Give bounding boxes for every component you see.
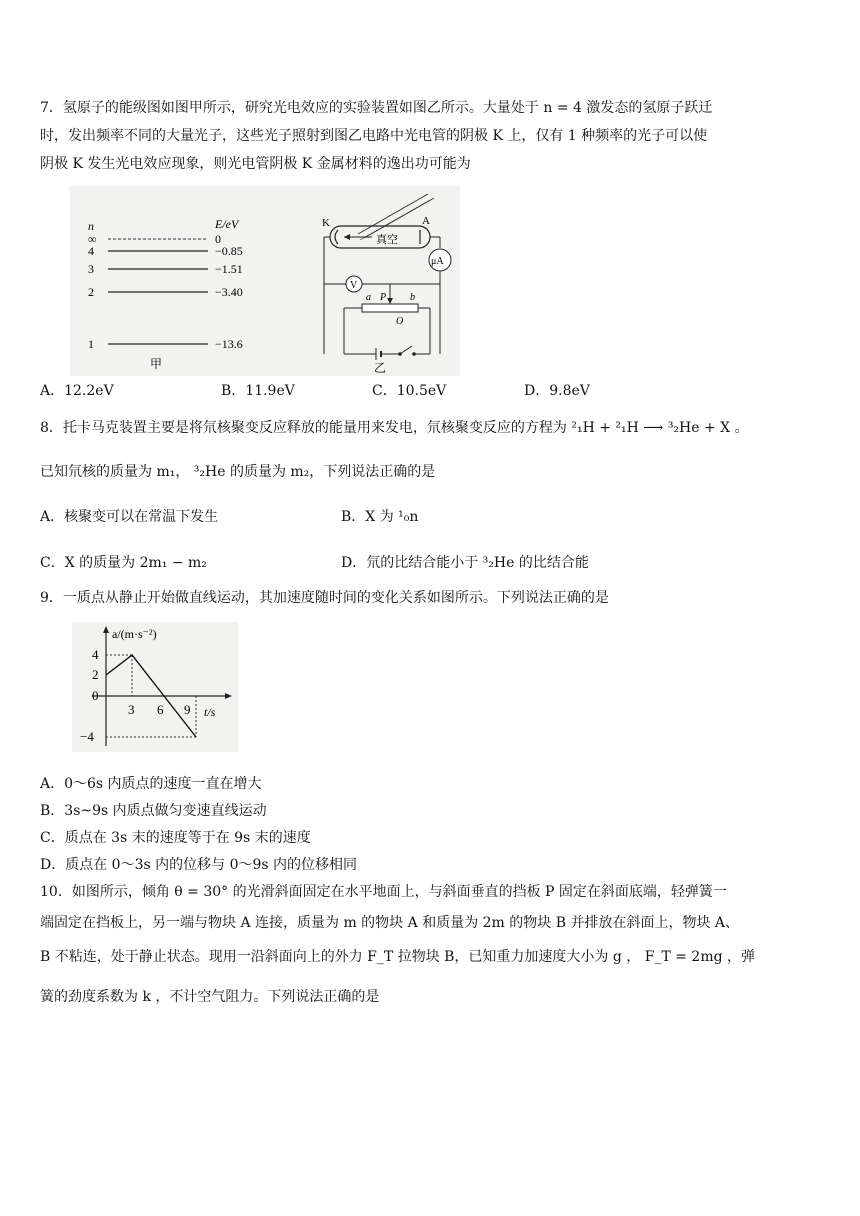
q7-option-a[interactable]: A．12.2eV: [40, 383, 114, 399]
level-e-3: −1.51: [215, 262, 243, 276]
figure-jia-caption: 甲: [150, 357, 163, 371]
photoelectric-circuit-diagram: [300, 186, 460, 376]
q9-option-b[interactable]: B．3s~9s 内质点做匀变速直线运动: [40, 803, 267, 819]
q7-text-line-1: 7．氢原子的能级图如图甲所示，研究光电效应的实验装置如图乙所示。大量处于 n = 4 激发态的氢原子跃迁: [40, 100, 713, 116]
q10-text-line-3: B 不粘连，处于静止状态。现用一沿斜面向上的外力 F_T 拉物块 B，已知重力加速度大小为 g ， F_T = 2mg ，弹: [40, 949, 756, 965]
axis-e-label: E/eV: [215, 217, 239, 231]
q7-text-line-3: 阴极 K 发生光电效应现象，则光电管阴极 K 金属材料的逸出功可能为: [40, 156, 471, 172]
label-vacuum: 真空: [376, 234, 398, 246]
label-lower-a: a: [366, 292, 371, 303]
label-k: K: [322, 217, 330, 229]
level-e-1: −13.6: [215, 337, 243, 351]
label-p: P: [380, 292, 387, 303]
label-a: A: [422, 215, 430, 227]
ytick-neg4: −4: [80, 729, 94, 744]
ytick-0: 0: [92, 688, 99, 703]
xtick-9: 9: [184, 702, 191, 717]
q10-text-line-2: 端固定在挡板上，另一端与物块 A 连接，质量为 m 的物块 A 和质量为 2m 的物块 B 并排放在斜面上，物块 A、: [40, 915, 740, 931]
q8-text-line-2: 已知氘核的质量为 m₁， ³₂He 的质量为 m₂，下列说法正确的是: [40, 464, 436, 480]
ytick-2: 2: [92, 667, 99, 682]
figure-yi-caption: 乙: [374, 361, 387, 375]
label-o: O: [396, 316, 404, 327]
level-e-4: −0.85: [215, 244, 243, 258]
q7-option-d[interactable]: D．9.8eV: [524, 383, 590, 399]
xtick-3: 3: [128, 702, 135, 717]
level-e-2: −3.40: [215, 285, 243, 299]
q7-text-line-2: 时，发出频率不同的大量光子，这些光子照射到图乙电路中光电管的阴极 K 上，仅有 1 种频率的光子可以使: [40, 128, 708, 144]
acceleration-time-graph: [72, 622, 238, 752]
q8-option-a[interactable]: A．核聚变可以在常温下发生: [40, 509, 219, 525]
label-b: b: [410, 292, 415, 303]
graph-ylabel: a/(m·s⁻²): [112, 627, 157, 641]
q8-option-b[interactable]: B．X 为 ¹₀n: [341, 509, 419, 525]
q10-text-line-4: 簧的劲度系数为 k ，不计空气阻力。下列说法正确的是: [40, 989, 380, 1005]
q9-option-d[interactable]: D．质点在 0～3s 内的位移与 0～9s 内的位移相同: [40, 857, 358, 873]
level-n-2: 2: [88, 285, 94, 299]
q9-option-c[interactable]: C．质点在 3s 末的速度等于在 9s 末的速度: [40, 830, 311, 846]
q8-option-c[interactable]: C．X 的质量为 2m₁ − m₂: [40, 555, 207, 571]
q7-option-b[interactable]: B．11.9eV: [221, 383, 295, 399]
q7-option-c[interactable]: C．10.5eV: [372, 383, 447, 399]
energy-level-diagram: [70, 186, 300, 376]
axis-n-label: n: [88, 219, 94, 233]
q8-option-d[interactable]: D．氘的比结合能小于 ³₂He 的比结合能: [341, 555, 589, 571]
q8-text-line-1: 8．托卡马克装置主要是将氘核聚变反应释放的能量用来发电，氘核聚变反应的方程为 ²₁H + ²₁H ⟶ ³₂He + X 。: [40, 420, 749, 436]
level-n-1: 1: [88, 337, 94, 351]
q10-text-line-1: 10．如图所示，倾角 θ = 30° 的光滑斜面固定在水平地面上，与斜面垂直的挡板 P 固定在斜面底端，轻弹簧一: [40, 884, 727, 900]
level-n-inf: ∞: [88, 232, 97, 246]
level-n-4: 4: [88, 244, 94, 258]
level-e-inf: 0: [215, 232, 221, 246]
level-n-3: 3: [88, 262, 94, 276]
ytick-4: 4: [92, 647, 99, 662]
q9-text-line-1: 9．一质点从静止开始做直线运动，其加速度随时间的变化关系如图所示。下列说法正确的是: [40, 590, 609, 606]
xtick-6: 6: [157, 702, 164, 717]
label-voltmeter: V: [350, 280, 358, 291]
label-ammeter: μA: [431, 256, 444, 267]
graph-xlabel: t/s: [204, 705, 216, 719]
q9-option-a[interactable]: A．0～6s 内质点的速度一直在增大: [40, 776, 262, 792]
